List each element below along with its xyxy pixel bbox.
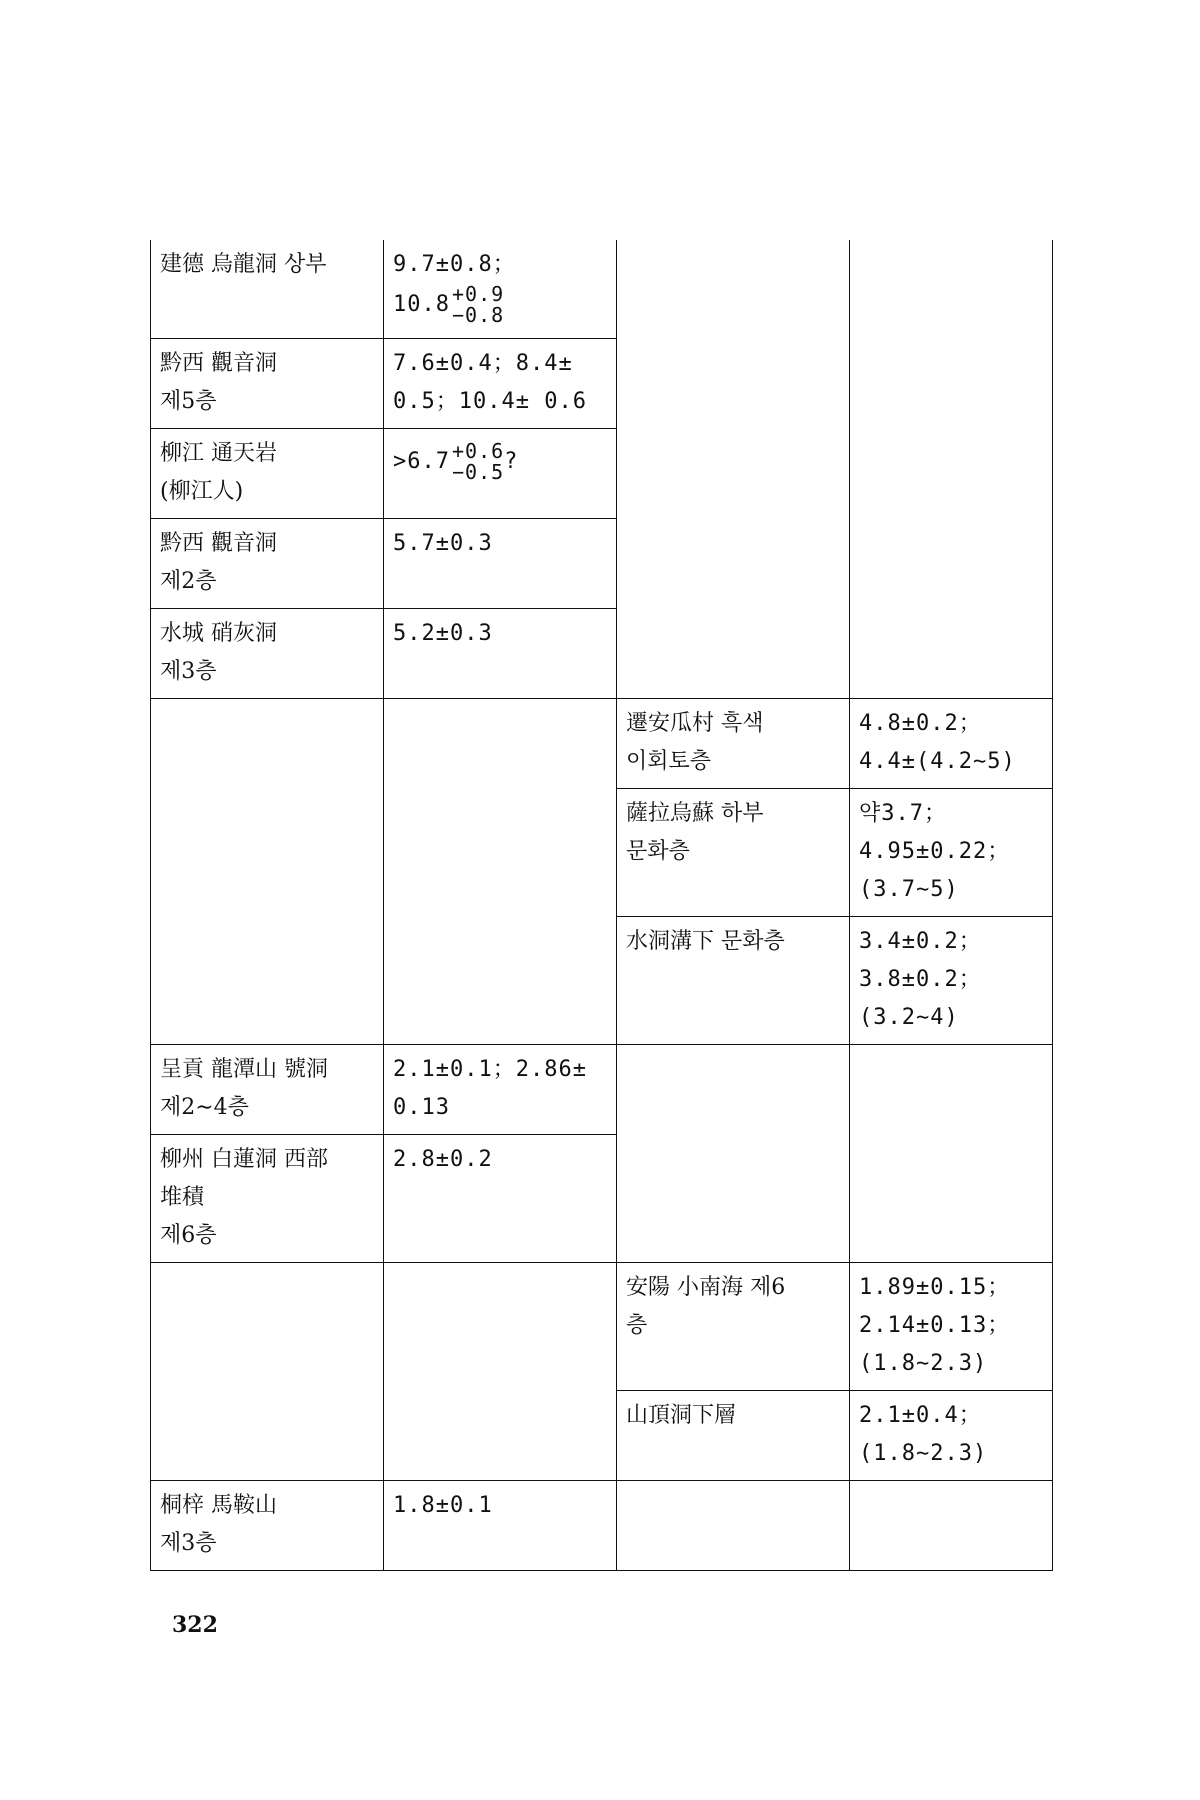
- date-value: 4.95±0.22；: [859, 838, 1011, 864]
- date-value: 2.1±0.1；2.86±: [393, 1056, 587, 1082]
- site-name: 水城 硝灰洞: [160, 620, 277, 646]
- date-value: 7.6±0.4；8.4±: [393, 350, 573, 376]
- site-name: 遷安瓜村 흑색: [626, 710, 764, 736]
- date-value: 2.14±0.13；: [859, 1312, 1011, 1338]
- site-name: 薩拉烏蘇 하부: [626, 800, 764, 826]
- date-value: 4.4±(4.2∼5): [859, 748, 1016, 774]
- plus-minus: [451, 438, 505, 484]
- date-cell: [384, 338, 617, 428]
- minus-value: −0.5: [451, 459, 505, 484]
- empty-cell: [151, 1262, 384, 1480]
- site-layer: 이회토층: [626, 748, 712, 774]
- table-row: [151, 1480, 1053, 1570]
- empty-cell: [151, 698, 384, 1044]
- site-name-cont: 층: [626, 1312, 648, 1338]
- site-name: 呈貢 龍潭山 號洞: [160, 1056, 328, 1082]
- site-cell: [617, 1262, 850, 1390]
- site-name: 黔西 觀音洞: [160, 350, 277, 376]
- date-cell: [384, 1134, 617, 1262]
- site-cell: [617, 698, 850, 788]
- empty-cell: [617, 240, 850, 698]
- date-value: (3.7∼5): [859, 876, 959, 902]
- site-layer: 제3층: [160, 658, 217, 684]
- site-cell: [151, 608, 384, 698]
- date-value: 약3.7；: [859, 800, 947, 826]
- site-cell: [151, 1480, 384, 1570]
- site-name: 柳州 白蓮洞 西部: [160, 1146, 328, 1172]
- date-value: 0.13: [393, 1094, 450, 1120]
- date-value: (1.8∼2.3): [859, 1440, 988, 1466]
- plus-minus: [452, 284, 504, 326]
- date-cell: [384, 518, 617, 608]
- site-cell: [151, 240, 384, 338]
- date-suffix: ?: [504, 448, 519, 474]
- date-cell: [850, 916, 1053, 1044]
- date-value: 1.8±0.1: [393, 1492, 493, 1518]
- empty-cell: [384, 698, 617, 1044]
- date-cell: [850, 788, 1053, 916]
- site-name: 山頂洞下層: [626, 1402, 737, 1428]
- page-number: 322: [172, 1612, 218, 1638]
- table-row: [151, 698, 1053, 788]
- date-value-pm: [393, 435, 607, 483]
- site-name: 桐梓 馬鞍山: [160, 1492, 277, 1518]
- date-value: (3.2∼4): [859, 1004, 959, 1030]
- date-value: 2.8±0.2: [393, 1146, 493, 1172]
- date-cell: [384, 1480, 617, 1570]
- site-name-cont: 堆積: [160, 1184, 205, 1210]
- date-base: >6.7: [393, 448, 450, 474]
- empty-cell: [850, 240, 1053, 698]
- date-value: 4.8±0.2；: [859, 710, 982, 736]
- table-row: [151, 240, 1053, 338]
- date-cell: [850, 1262, 1053, 1390]
- site-cell: [151, 428, 384, 518]
- date-value: 5.2±0.3: [393, 620, 493, 646]
- table-row: [151, 1262, 1053, 1390]
- date-base: 10.8: [393, 292, 450, 317]
- date-cell: [850, 1390, 1053, 1480]
- date-value: 9.7±0.8；: [393, 252, 516, 277]
- date-value: 5.7±0.3: [393, 530, 493, 556]
- empty-cell: [384, 1262, 617, 1480]
- date-value-pm: [393, 284, 607, 326]
- site-name: 柳江 通天岩: [160, 440, 277, 466]
- site-layer: 제6층: [160, 1222, 217, 1248]
- empty-cell: [850, 1044, 1053, 1262]
- plus-value: +0.9: [451, 282, 505, 306]
- site-cell: [151, 1044, 384, 1134]
- date-cell: [384, 1044, 617, 1134]
- minus-value: −0.8: [451, 303, 505, 327]
- site-cell: [151, 518, 384, 608]
- site-layer: 제2∼4층: [160, 1094, 249, 1120]
- site-name: 水洞溝下 문화층: [626, 928, 785, 954]
- site-cell: [617, 916, 850, 1044]
- date-value: 2.1±0.4；: [859, 1402, 982, 1428]
- site-name: 建德 烏龍洞 상부: [160, 252, 327, 277]
- table-row: [151, 1044, 1053, 1134]
- empty-cell: [617, 1480, 850, 1570]
- date-cell: [850, 698, 1053, 788]
- date-value: 3.8±0.2；: [859, 966, 982, 992]
- site-name: 黔西 觀音洞: [160, 530, 277, 556]
- date-value: 3.4±0.2；: [859, 928, 982, 954]
- dating-table: [150, 240, 1053, 1571]
- date-value: 1.89±0.15；: [859, 1274, 1011, 1300]
- date-value: (1.8∼2.3): [859, 1350, 988, 1376]
- site-layer: 문화층: [626, 838, 690, 864]
- site-layer: 제2층: [160, 568, 217, 594]
- date-cell: [384, 428, 617, 518]
- empty-cell: [617, 1044, 850, 1262]
- date-cell: [384, 240, 617, 338]
- date-value: 0.5；10.4± 0.6: [393, 388, 587, 414]
- empty-cell: [850, 1480, 1053, 1570]
- plus-value: +0.6: [451, 438, 505, 463]
- site-layer: 제3층: [160, 1530, 217, 1556]
- site-layer: 제5층: [160, 388, 217, 414]
- date-cell: [384, 608, 617, 698]
- site-cell: [151, 338, 384, 428]
- site-cell: [151, 1134, 384, 1262]
- site-layer: (柳江人): [160, 478, 244, 504]
- site-cell: [617, 788, 850, 916]
- site-cell: [617, 1390, 850, 1480]
- site-name: 安陽 小南海 제6: [626, 1274, 786, 1300]
